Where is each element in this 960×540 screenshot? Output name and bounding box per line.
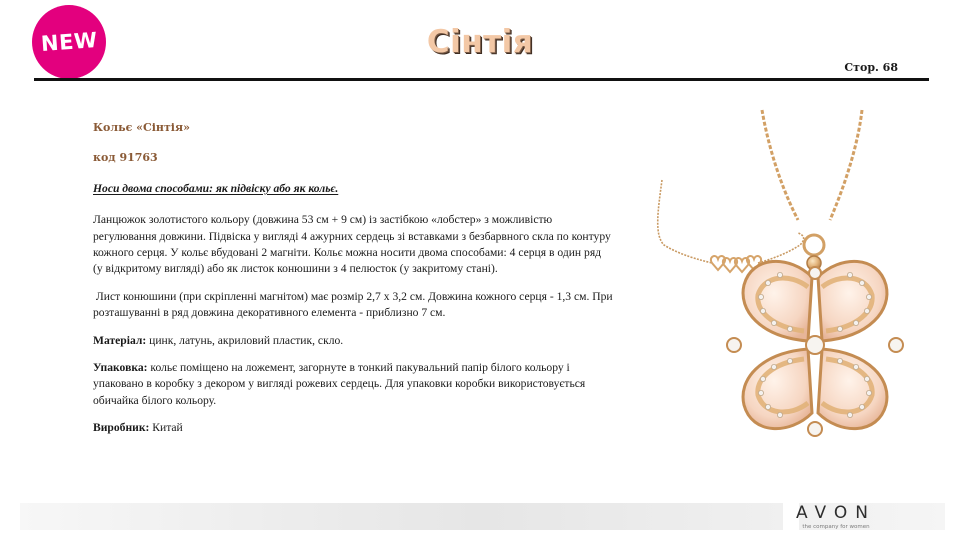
page-title: Сінтія <box>426 24 534 60</box>
packaging-line <box>93 360 613 409</box>
new-badge-label: NEW <box>39 28 99 56</box>
clover-pendant-image <box>727 110 903 436</box>
header-divider <box>34 78 929 81</box>
description-paragraph-1: Ланцюжок золотистого кольору (довжина 53 см + 9 см) із застібкою «лобстер» з можливістю регулювання довжини. Підвіска у вигляді 4 ажурних сердець зі вставками з безбарвного скла по контуру кожного серця. У кольє вбудовані 2 магніти. Кольє можна носити двома способами: 4 серця в один ряд (у відкритому вигляді) або як листок конюшини з 4 пелюсток (у закритому стані). <box>93 213 611 276</box>
product-code: код 91763 <box>93 151 158 165</box>
manufacturer-value: Китай <box>149 421 183 435</box>
description-paragraph-2 <box>93 289 613 322</box>
material-value: цинк, латунь, акриловий пластик, скло. <box>146 333 344 347</box>
product-image <box>640 105 910 480</box>
manufacturer-label: Виробник: <box>93 421 150 435</box>
description-paragraph-2-text: Лист конюшини (при скріпленні магнітом) має розмір 2,7 х 3,2 см. Довжина кожного серця - 1,3 см. При розташуванні в ряд довжина декоративного елемента - приблизно 7 см. <box>93 289 613 320</box>
avon-logo <box>786 503 886 530</box>
avon-brand: AVON <box>796 503 876 523</box>
necklace-open-image <box>658 180 804 272</box>
page-number: Стор. 68 <box>844 61 898 74</box>
packaging-value: кольє поміщено на ложемент, загорнуте в тонкий пакувальний папір білого кольору і упаковано в коробку з декором у вигляді рожевих сердець. Для упаковки коробки використовується обичайка білого кольору. <box>93 361 586 407</box>
material-label: Матеріал: <box>93 333 147 347</box>
product-tagline: Носи двома способами: як підвіску або як кольє. <box>93 181 339 195</box>
material-line <box>93 333 613 349</box>
packaging-label: Упаковка: <box>93 361 148 375</box>
manufacturer-line <box>93 420 613 436</box>
product-name: Кольє «Сінтія» <box>93 121 190 134</box>
product-description <box>93 120 613 437</box>
avon-slogan: the company for women <box>802 524 870 530</box>
